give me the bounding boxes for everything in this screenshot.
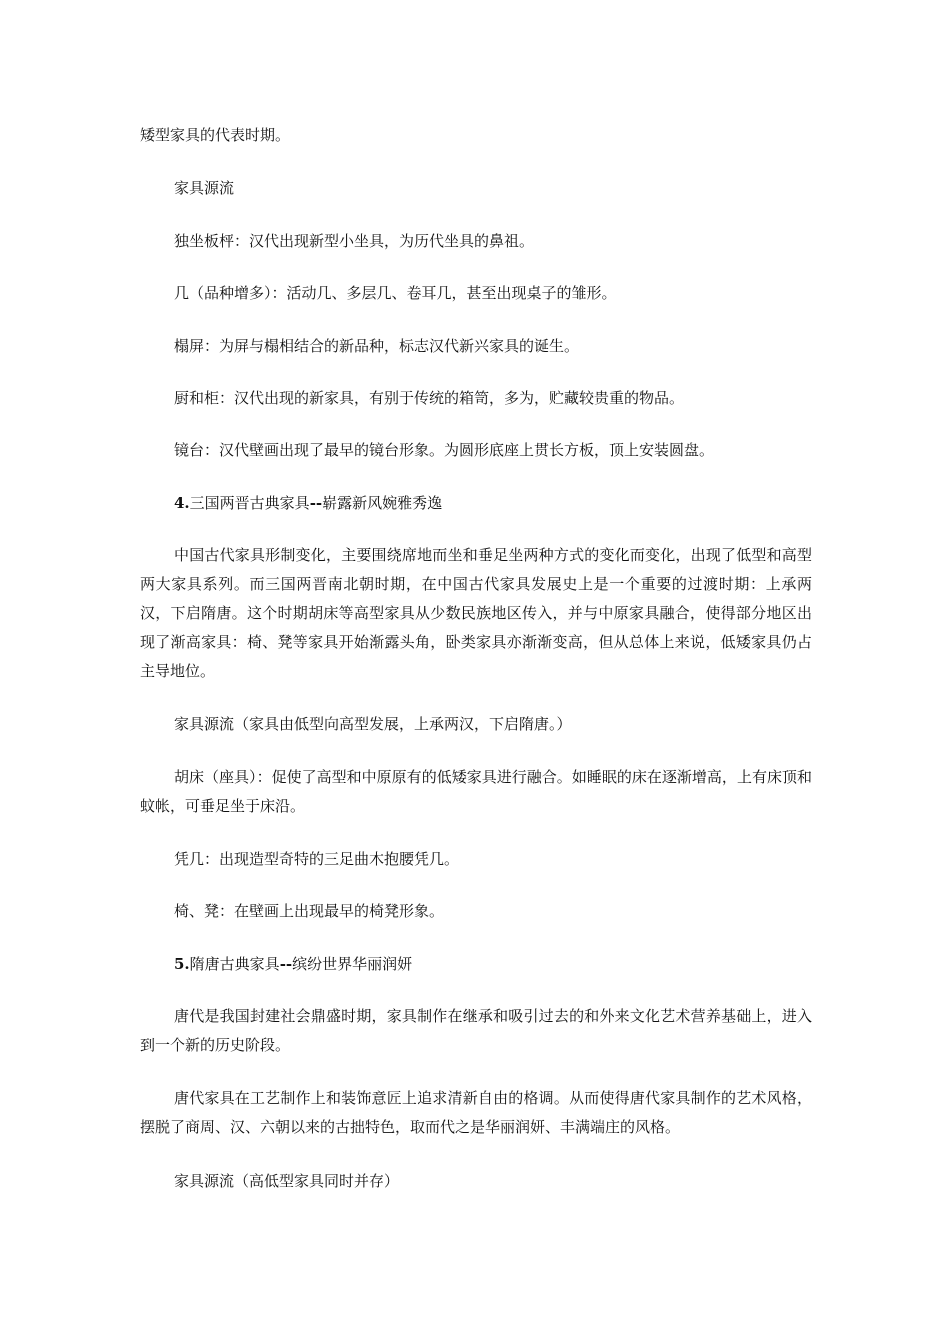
section-subtitle: 缤纷世界华丽润妍 [292, 955, 413, 973]
paragraph: 榻屏：为屏与榻相结合的新品种，标志汉代新兴家具的诞生。 [174, 337, 580, 355]
section-heading-5 [174, 950, 846, 979]
paragraph: 椅、凳：在壁画上出现最早的椅凳形象。 [174, 902, 445, 920]
paragraph: 家具源流（高低型家具同时并存） [174, 1172, 400, 1190]
paragraph: 厨和柜：汉代出现的新家具，有别于传统的箱笥，多为，贮藏较贵重的物品。 [174, 389, 685, 407]
paragraph: 唐代家具在工艺制作上和装饰意匠上追求清新自由的格调。从而使得唐代家具制作的艺术风格，摆脱了商周、汉、六朝以来的古拙特色，取而代之是华丽润妍、丰满端庄的风格。 [140, 1089, 812, 1136]
paragraph: 几（品种增多）：活动几、多层几、卷耳几，甚至出现桌子的雏形。 [174, 284, 617, 302]
section-heading-4 [174, 489, 846, 518]
section-separator: -- [279, 955, 293, 973]
paragraph: 凭几：出现造型奇特的三足曲木抱腰凭几。 [174, 850, 460, 868]
section-title: 隋唐古典家具 [189, 955, 280, 973]
section-separator: -- [309, 494, 323, 512]
section-subtitle: 崭露新风婉雅秀逸 [322, 494, 443, 512]
paragraph: 中国古代家具形制变化，主要围绕席地而坐和垂足坐两种方式的变化而变化，出现了低型和高型两大家具系列。而三国两晋南北朝时期，在中国古代家具发展史上是一个重要的过渡时期：上承两汉，下启隋唐。这个时期胡床等高型家具从少数民族地区传入，并与中原家具融合，使得部分地区出现了渐高家具：椅、凳等家具开始渐露头角，卧类家具亦渐渐变高，但从总体上来说，低矮家具仍占主导地位。 [140, 546, 812, 680]
paragraph: 独坐板枰：汉代出现新型小坐具，为历代坐具的鼻祖。 [174, 232, 535, 250]
paragraph: 矮型家具的代表时期。 [140, 126, 291, 144]
section-title: 三国两晋古典家具 [189, 494, 310, 512]
paragraph: 唐代是我国封建社会鼎盛时期，家具制作在继承和吸引过去的和外来文化艺术营养基础上，进入到一个新的历史阶段。 [140, 1007, 812, 1054]
section-number: 5. [174, 955, 190, 973]
paragraph: 镜台：汉代壁画出现了最早的镜台形象。为圆形底座上贯长方板，顶上安装圆盘。 [174, 441, 715, 459]
paragraph: 胡床（座具）：促使了高型和中原原有的低矮家具进行融合。如睡眠的床在逐渐增高，上有床顶和蚊帐，可垂足坐于床沿。 [140, 768, 812, 815]
section-number: 4. [174, 494, 190, 512]
paragraph: 家具源流（家具由低型向高型发展，上承两汉，下启隋唐。） [174, 715, 572, 733]
paragraph: 家具源流 [174, 179, 235, 197]
